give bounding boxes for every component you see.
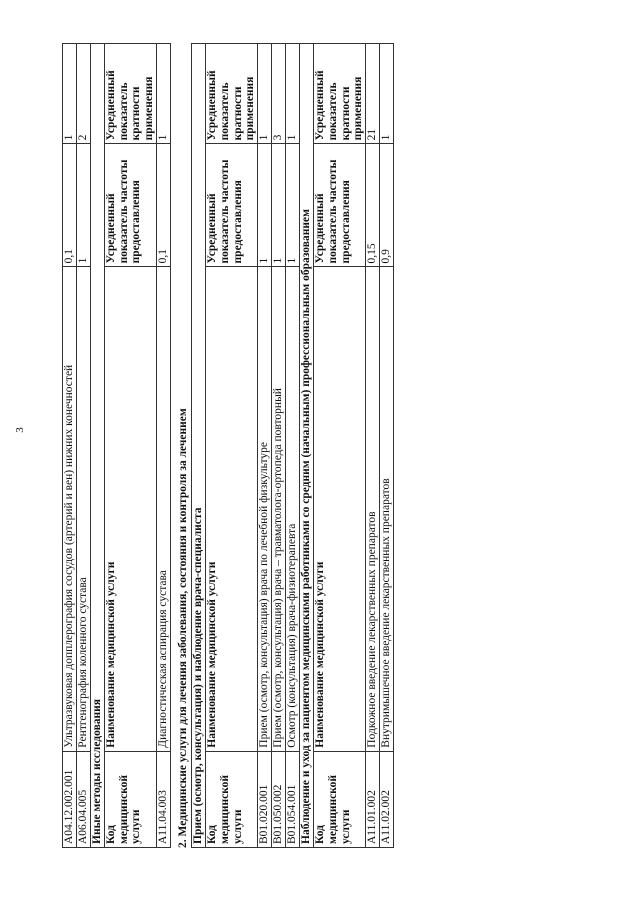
service-frequency: 0,1 bbox=[63, 144, 77, 267]
table-header-row bbox=[313, 44, 366, 848]
service-name: Осмотр (консультация) врача-физиотерапевта bbox=[286, 267, 300, 751]
service-name: Подкожное введение лекарственных препаратов bbox=[366, 267, 380, 751]
header-code: Код медицинской услуги bbox=[313, 751, 366, 847]
service-multiplicity: 1 bbox=[258, 44, 272, 144]
header-code: Код медицинской услуги bbox=[205, 751, 258, 847]
services-table-section-2 bbox=[191, 43, 394, 848]
header-code: Код медицинской услуги bbox=[104, 751, 157, 847]
table-row bbox=[157, 44, 171, 848]
service-code: A11.01.002 bbox=[366, 751, 380, 847]
service-frequency: 0,15 bbox=[366, 144, 380, 267]
service-name: Рентгенография коленного сустава bbox=[76, 267, 90, 751]
service-code: B01.050.002 bbox=[272, 751, 286, 847]
service-frequency: 1 bbox=[258, 144, 272, 267]
service-code: A11.02.002 bbox=[380, 751, 394, 847]
service-frequency: 1 bbox=[76, 144, 90, 267]
service-name: Ультразвуковая допплерография сосудов (артерий и вен) нижних конечностей bbox=[63, 267, 77, 751]
table-row bbox=[191, 44, 205, 848]
header-name: Наименование медицинской услуги bbox=[205, 267, 258, 751]
service-frequency: 1 bbox=[286, 144, 300, 267]
header-frequency: Усредненный показатель частоты предоставления bbox=[104, 144, 157, 267]
header-multiplicity: Усредненный показатель кратности применения bbox=[104, 44, 157, 144]
table-row bbox=[76, 44, 90, 848]
service-name: Прием (осмотр, консультация) врача – травматолога-ортопеда повторный bbox=[272, 267, 286, 751]
header-frequency: Усредненный показатель частоты предоставления bbox=[205, 144, 258, 267]
section-2-title: 2. Медицинские услуги для лечения заболевания, состояния и контроля за лечением bbox=[177, 408, 189, 848]
service-frequency: 0,1 bbox=[157, 144, 171, 267]
table-row bbox=[380, 44, 394, 848]
table-row bbox=[258, 44, 272, 848]
header-multiplicity: Усредненный показатель кратности применения bbox=[313, 44, 366, 144]
document-body bbox=[62, 43, 394, 848]
table-row bbox=[272, 44, 286, 848]
service-frequency: 0,9 bbox=[380, 144, 394, 267]
service-code: B01.020.001 bbox=[258, 751, 272, 847]
subsection-title: Прием (осмотр, консультация) и наблюдение врача-специалиста bbox=[191, 44, 205, 848]
table-row bbox=[366, 44, 380, 848]
header-name: Наименование медицинской услуги bbox=[104, 267, 157, 751]
service-name: Прием (осмотр, консультация) врача по лечебной физкультуре bbox=[258, 267, 272, 751]
service-multiplicity: 1 bbox=[157, 44, 171, 144]
service-multiplicity: 1 bbox=[286, 44, 300, 144]
subsection-title: Иные методы исследования bbox=[90, 44, 104, 848]
services-table-top bbox=[62, 43, 171, 848]
table-row bbox=[299, 44, 313, 848]
service-multiplicity: 3 bbox=[272, 44, 286, 144]
service-name: Внутримышечное введение лекарственных препаратов bbox=[380, 267, 394, 751]
subsection-title: Наблюдение и уход за пациентом медицинскими работниками со средним (начальным) профессиональным образованием bbox=[299, 44, 313, 848]
header-frequency: Усредненный показатель частоты предоставления bbox=[313, 144, 366, 267]
table-row bbox=[90, 44, 104, 848]
service-code: A11.04.003 bbox=[157, 751, 171, 847]
service-code: A04.12.002.001 bbox=[63, 751, 77, 847]
service-multiplicity: 1 bbox=[63, 44, 77, 144]
service-name: Диагностическая аспирация сустава bbox=[157, 267, 171, 751]
service-multiplicity: 2 bbox=[76, 44, 90, 144]
header-multiplicity: Усредненный показатель кратности применения bbox=[205, 44, 258, 144]
service-multiplicity: 21 bbox=[366, 44, 380, 144]
table-row bbox=[63, 44, 77, 848]
page-number: 3 bbox=[14, 427, 26, 433]
service-code: A06.04.005 bbox=[76, 751, 90, 847]
table-header-row bbox=[104, 44, 157, 848]
table-row bbox=[286, 44, 300, 848]
service-multiplicity: 1 bbox=[380, 44, 394, 144]
service-frequency: 1 bbox=[272, 144, 286, 267]
table-header-row bbox=[205, 44, 258, 848]
header-name: Наименование медицинской услуги bbox=[313, 267, 366, 751]
service-code: B01.054.001 bbox=[286, 751, 300, 847]
